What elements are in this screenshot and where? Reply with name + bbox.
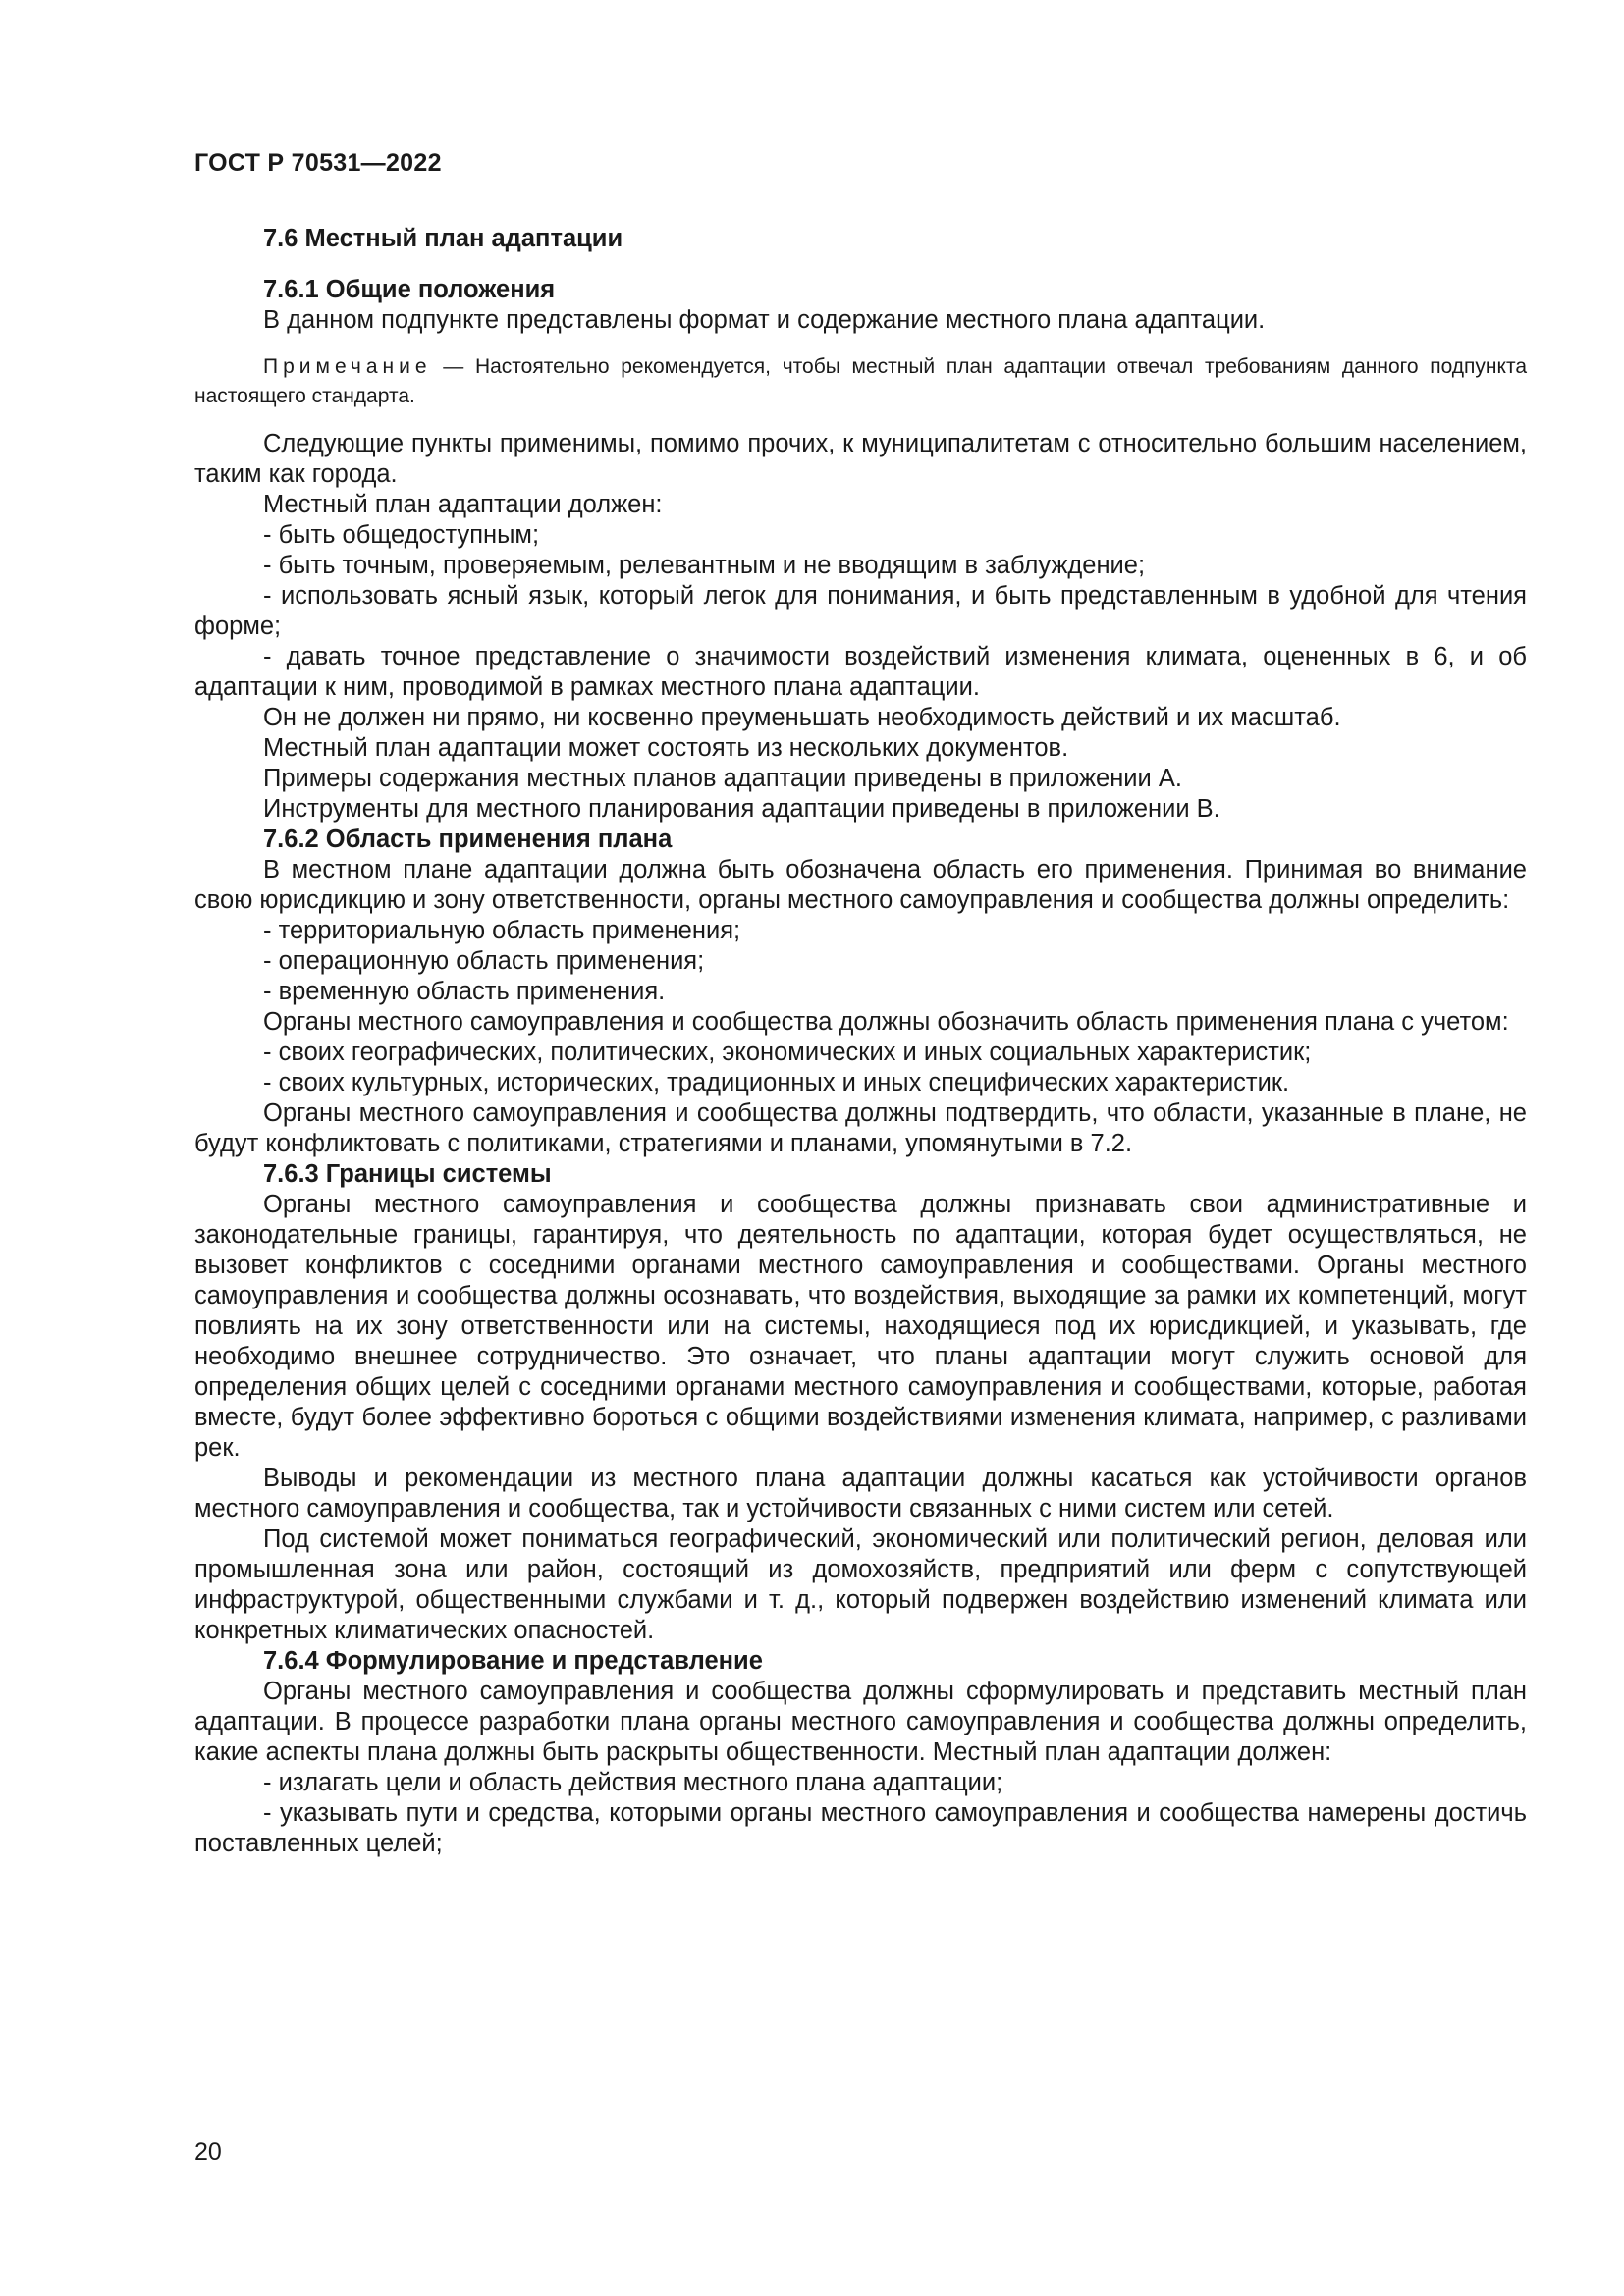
paragraph: Органы местного самоуправления и сообщества должны признавать свои административные и законодательные границы, гарантируя, что деятельность по адаптации, которая будет осуществляться, не вызовет конфликтов с соседними органами местного самоуправления и сообществами. Органы местного самоуправления и сообщества должны осознавать, что воздействия, выходящие за рамки их компетенций, могут повлиять на их зону ответственности или на системы, находящиеся под их юрисдикцией, и указывать, где необходимо внешнее сотрудничество. Это означает, что планы адаптации могут служить основой для определения общих целей с соседними органами местного самоуправления и сообществами, которые, работая вместе, будут более эффективно бороться с общими воздействиями изменения климата, например, с разливами рек. <box>194 1191 1527 1462</box>
paragraph: Примеры содержания местных планов адаптации приведены в приложении А. <box>263 765 1182 792</box>
note <box>194 352 1527 411</box>
list-item: - быть точным, проверяемым, релевантным и не вводящим в заблуждение; <box>263 552 1146 579</box>
paragraph: Следующие пункты применимы, помимо прочих, к муниципалитетам с относительно большим населением, таким как города. <box>194 430 1527 488</box>
paragraph: Органы местного самоуправления и сообщества должны обозначить область применения плана с учетом: <box>263 1008 1509 1036</box>
paragraph: Инструменты для местного планирования адаптации приведены в приложении В. <box>263 795 1220 823</box>
list-item: - своих географических, политических, экономических и иных социальных характеристик; <box>263 1039 1312 1066</box>
paragraph: Органы местного самоуправления и сообщества должны подтвердить, что области, указанные в плане, не будут конфликтовать с политиками, стратегиями и планами, упомянутыми в 7.2. <box>194 1099 1527 1157</box>
paragraph: Местный план адаптации может состоять из нескольких документов. <box>263 734 1069 762</box>
document-header: ГОСТ Р 70531—2022 <box>194 149 442 177</box>
subsection-title-7-6-4: 7.6.4 Формулирование и представление <box>263 1647 763 1675</box>
list-item: - своих культурных, исторических, традиционных и иных специфических характеристик. <box>263 1069 1290 1096</box>
paragraph: Местный план адаптации должен: <box>263 491 663 518</box>
list-item: - указывать пути и средства, которыми органы местного самоуправления и сообщества намерены достичь поставленных целей; <box>194 1799 1527 1857</box>
list-item: - операционную область применения; <box>263 947 705 975</box>
list-item: - быть общедоступным; <box>263 521 540 549</box>
paragraph: Выводы и рекомендации из местного плана адаптации должны касаться как устойчивости органов местного самоуправления и сообщества, так и устойчивости связанных с ними систем или сетей. <box>194 1465 1527 1522</box>
note-label: Примечание <box>263 355 432 378</box>
paragraph: Он не должен ни прямо, ни косвенно преуменьшать необходимость действий и их масштаб. <box>263 704 1341 731</box>
paragraph: Органы местного самоуправления и сообщества должны сформулировать и представить местный план адаптации. В процессе разработки плана органы местного самоуправления и сообщества должны определить, какие аспекты плана должны быть раскрыты общественности. Местный план адаптации должен: <box>194 1678 1527 1766</box>
subsection-title-7-6-1: 7.6.1 Общие положения <box>263 276 556 303</box>
document-body <box>194 224 1527 1859</box>
list-item: - использовать ясный язык, который легок для понимания, и быть представленным в удобной для чтения форме; <box>194 582 1527 640</box>
paragraph: Под системой может пониматься географический, экономический или политический регион, деловая или промышленная зона или район, состоящий из домохозяйств, предприятий или ферм с сопутствующей инфраструктурой, общественными службами и т. д., который подвержен воздействию изменений климата или конкретных климатических опасностей. <box>194 1525 1527 1644</box>
paragraph: В данном подпункте представлены формат и содержание местного плана адаптации. <box>263 306 1266 334</box>
list-item: - давать точное представление о значимости воздействий изменения климата, оцененных в 6, и об адаптации к ним, проводимой в рамках местного плана адаптации. <box>194 643 1527 701</box>
section-title: 7.6 Местный план адаптации <box>263 225 623 252</box>
list-item: - излагать цели и область действия местного плана адаптации; <box>263 1769 1003 1796</box>
list-item: - временную область применения. <box>263 978 666 1005</box>
page-number: 20 <box>194 2138 222 2165</box>
subsection-title-7-6-3: 7.6.3 Границы системы <box>263 1160 552 1188</box>
subsection-title-7-6-2: 7.6.2 Область применения плана <box>263 826 673 853</box>
note-text: — Настоятельно рекомендуется, чтобы местный план адаптации отвечал требованиям данного подпункта настоящего стандарта. <box>194 355 1527 407</box>
list-item: - территориальную область применения; <box>263 917 741 944</box>
paragraph: В местном плане адаптации должна быть обозначена область его применения. Принимая во внимание свою юрисдикцию и зону ответственности, органы местного самоуправления и сообщества должны определить: <box>194 856 1527 914</box>
